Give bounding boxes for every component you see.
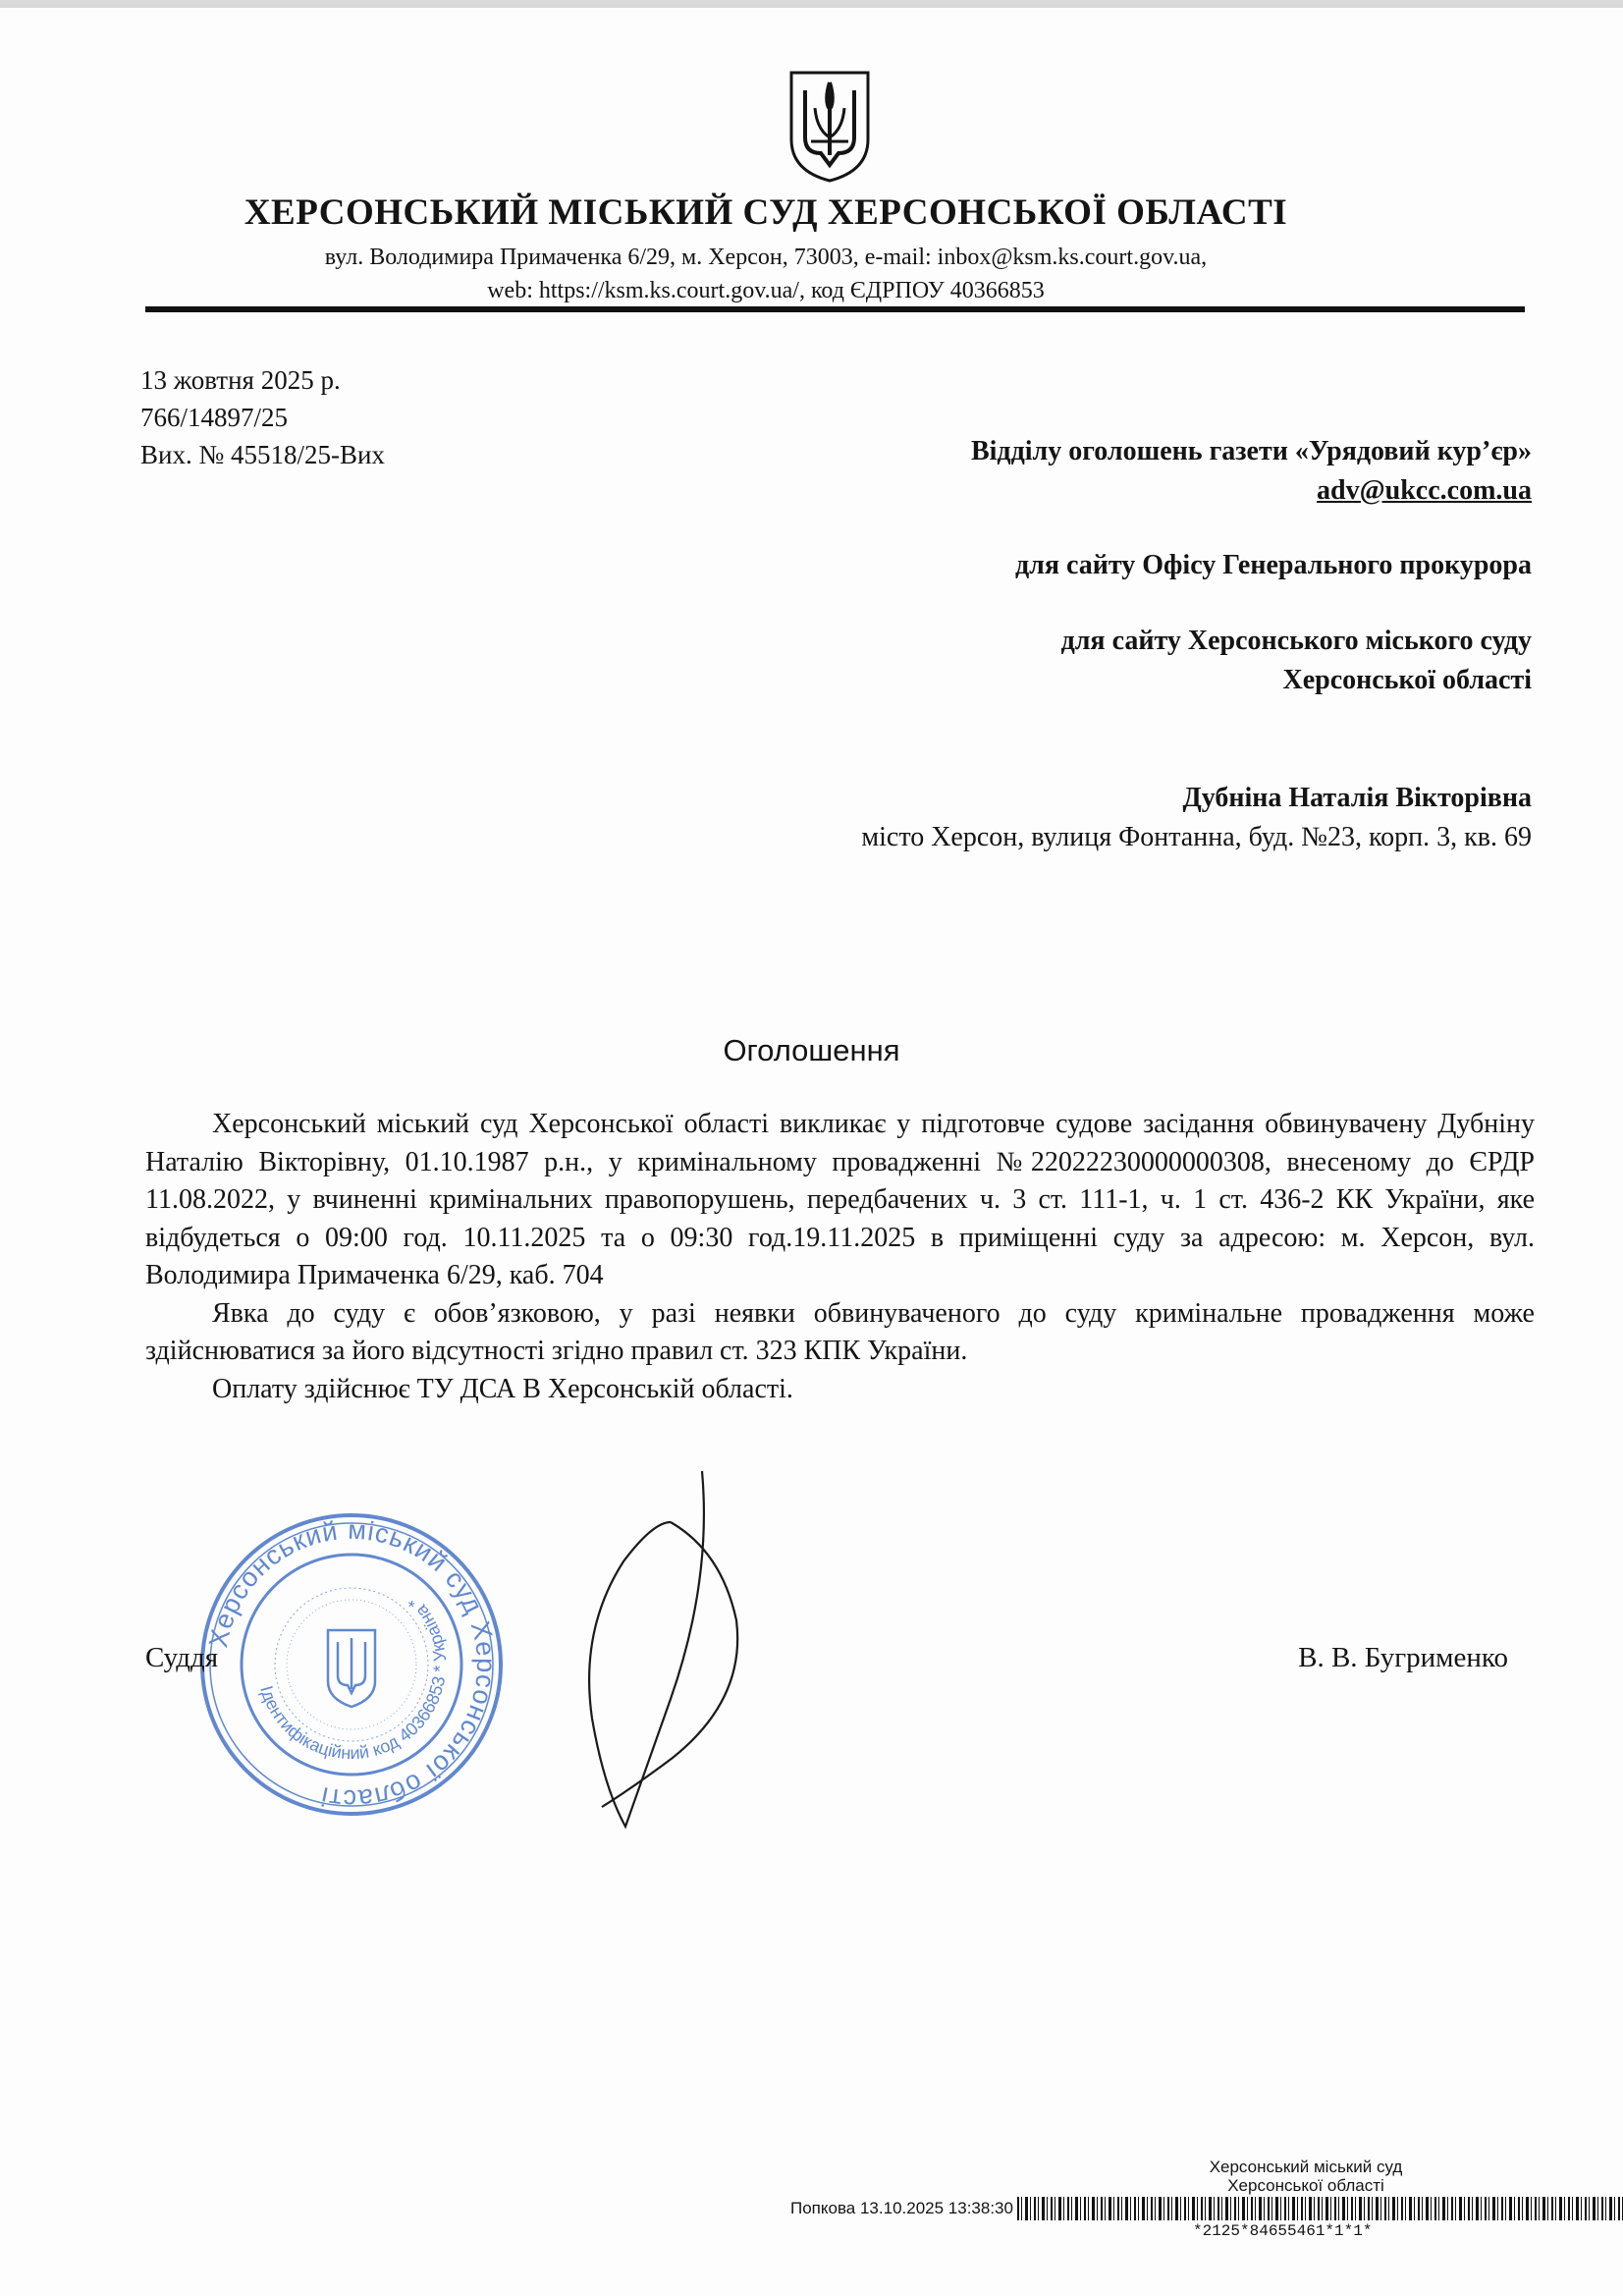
court-address bbox=[147, 241, 1384, 307]
address-line-1: вул. Володимира Примаченка 6/29, м. Херсон, 73003, e-mail: inbox@ksm.ks.court.gov.ua, bbox=[324, 245, 1208, 270]
document-date: 13 жовтня 2025 р. bbox=[140, 365, 341, 395]
announcement-title: Оголошення bbox=[723, 1033, 900, 1067]
registration-court bbox=[1159, 2158, 1453, 2195]
announcement-body bbox=[145, 1106, 1535, 1408]
recipient-accused-address: місто Херсон, вулиця Фонтанна, буд. №23, корп. 3, кв. 69 bbox=[861, 822, 1532, 852]
recipient-newspaper bbox=[971, 432, 1532, 511]
recipient-accused bbox=[861, 779, 1532, 857]
barcode-code: *2125*84655461*1*1* bbox=[1193, 2222, 1373, 2240]
judge-label: Суддя bbox=[145, 1642, 219, 1673]
judge-name: В. В. Бугрименко bbox=[1298, 1642, 1508, 1673]
registration-court-line-2: Херсонської області bbox=[1227, 2176, 1384, 2195]
case-number: 766/14897/25 bbox=[140, 403, 289, 432]
header-divider bbox=[145, 306, 1525, 312]
recipient-court-site-line-2: Херсонської області bbox=[1282, 665, 1532, 695]
trident-emblem-icon bbox=[785, 69, 874, 185]
handwritten-signature bbox=[565, 1463, 761, 1836]
recipient-prosecutor: для сайту Офісу Генерального прокурора bbox=[1014, 550, 1532, 580]
registrar-stamp: Попкова 13.10.2025 13:38:30 bbox=[790, 2199, 1013, 2217]
announcement-paragraph-2: Явка до суду є обов’язковою, у разі неявки обвинуваченого до суду кримінальне провадження може здійснюватися за його відсутності згідно правил ст. 323 КПК України. bbox=[145, 1297, 1535, 1366]
recipient-court-site bbox=[1061, 622, 1532, 700]
outgoing-number: Вих. № 45518/25-Вих bbox=[140, 440, 385, 469]
scan-edge bbox=[0, 0, 1623, 8]
court-name: ХЕРСОНСЬКИЙ МІСЬКИЙ СУД ХЕРСОНСЬКОЇ ОБЛАСТІ bbox=[243, 192, 1288, 233]
recipient-newspaper-email[interactable]: adv@ukcc.com.ua bbox=[1317, 475, 1532, 506]
announcement-paragraph-1: Херсонський міський суд Херсонської області викликає у підготовче судове засідання обвинувачену Дубніну Наталію Вікторівну, 01.10.1987 р.н., у кримінальному провадженні №22022230000000308, внесеному до ЄРДР 11.08.2022, у вчиненні кримінальних правопорушень, передбачених ч. 3 ст. 111-1, ч. 1 ст. 436-2 КК України, яке відбудеться о 09:00 год. 10.11.2025 та о 09:30 год.19.11.2025 в приміщенні суду за адресою: м. Херсон, вул. Володимира Примаченка 6/29, каб. 704 bbox=[145, 1109, 1535, 1290]
stamp-inner-text: Ідентифікаційний код 40366853 * Україна * bbox=[256, 1592, 451, 1764]
court-seal-stamp bbox=[194, 1503, 509, 1827]
registration-court-line-1: Херсонський міський суд bbox=[1209, 2158, 1403, 2176]
recipient-newspaper-title: Відділу оголошень газети «Урядовий кур’єр» bbox=[970, 436, 1532, 466]
stamp-outer-text: Херсонський міський суд Херсонської області bbox=[203, 1514, 502, 1815]
registration-barcode bbox=[1017, 2197, 1623, 2220]
document-meta bbox=[140, 361, 385, 473]
recipient-court-site-line-1: для сайту Херсонського міського суду bbox=[1060, 626, 1532, 656]
recipient-accused-name: Дубніна Наталія Вікторівна bbox=[1182, 783, 1532, 813]
address-line-2: web: https://ksm.ks.court.gov.ua/, код ЄДРПОУ 40366853 bbox=[487, 278, 1045, 303]
registration-line bbox=[790, 2196, 1623, 2221]
stamp-trident-icon bbox=[328, 1630, 375, 1707]
announcement-paragraph-3: Оплату здійснює ТУ ДСА В Херсонській області. bbox=[212, 1373, 793, 1404]
